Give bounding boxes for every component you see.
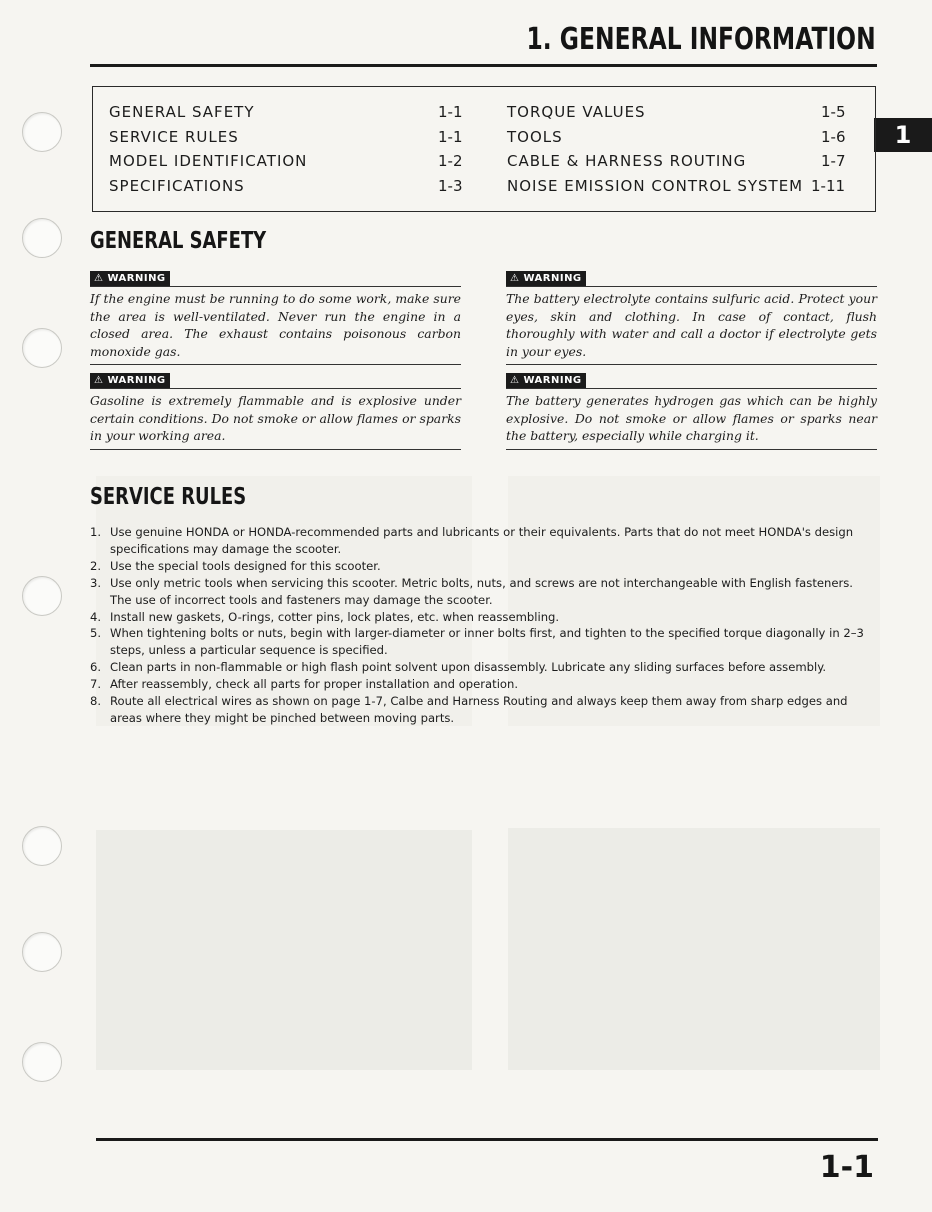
list-text: Clean parts in non-flammable or high flash point solvent upon disassembly. Lubricate any sliding surfaces before assembly. bbox=[110, 660, 827, 675]
warning-rule bbox=[506, 286, 877, 287]
list-number: 1. bbox=[90, 525, 102, 539]
toc-entry-page: 1-3 bbox=[438, 177, 463, 195]
contents-box bbox=[92, 86, 876, 212]
list-text: When tightening bolts or nuts, begin with larger-diameter or inner bolts first, and tighten to the specified torque diagonally in 2–3 steps, unless a particular sequence is specified. bbox=[110, 626, 864, 658]
list-item bbox=[90, 558, 876, 575]
show-through-image bbox=[96, 830, 472, 1070]
warning-rule bbox=[90, 286, 461, 287]
toc-entry-page: 1-7 bbox=[821, 152, 846, 170]
warning-text: If the engine must be running to do some work, make sure the area is well-ventilated. Never run the engine in a closed area. The exhaust contains poisonous carbon monoxide gas. bbox=[90, 290, 461, 365]
show-through-image bbox=[508, 828, 880, 1070]
section-heading-general-safety: GENERAL SAFETY bbox=[90, 228, 267, 254]
binder-hole bbox=[22, 576, 62, 616]
warning-badge: ⚠ WARNING bbox=[90, 373, 170, 388]
warning-badge: ⚠ WARNING bbox=[90, 271, 170, 286]
binder-hole bbox=[22, 826, 62, 866]
toc-entry-page: 1-1 bbox=[438, 128, 463, 146]
section-heading-service-rules: SERVICE RULES bbox=[90, 484, 247, 510]
page-number: 1-1 bbox=[819, 1150, 874, 1185]
toc-entry-label: CABLE & HARNESS ROUTING bbox=[507, 152, 747, 170]
list-number: 4. bbox=[90, 609, 102, 624]
binder-hole bbox=[22, 218, 62, 258]
list-item bbox=[90, 625, 876, 659]
list-item bbox=[90, 676, 876, 693]
footer-rule bbox=[96, 1138, 878, 1141]
warning-badge: ⚠ WARNING bbox=[506, 271, 586, 286]
toc-entry-page: 1-1 bbox=[438, 103, 463, 121]
warning-badge: ⚠ WARNING bbox=[506, 373, 586, 388]
toc-entry-label: TORQUE VALUES bbox=[507, 103, 646, 121]
list-item bbox=[90, 659, 876, 676]
warning-text: Gasoline is extremely flammable and is explosive under certain conditions. Do not smoke or allow flames or sparks in your working area. bbox=[90, 392, 461, 450]
list-text: Route all electrical wires as shown on page 1-7, Calbe and Harness Routing and always keep them away from sharp edges and areas where they might be pinched between moving parts. bbox=[110, 694, 848, 725]
warning-block bbox=[506, 266, 877, 365]
list-number: 5. bbox=[90, 626, 102, 641]
chapter-tab: 1 bbox=[874, 118, 932, 152]
list-number: 8. bbox=[90, 694, 102, 709]
list-number: 2. bbox=[90, 558, 102, 573]
binder-hole bbox=[22, 112, 62, 152]
toc-entry-label: TOOLS bbox=[507, 128, 563, 146]
toc-entry-label: SERVICE RULES bbox=[109, 128, 239, 146]
binder-hole bbox=[22, 328, 62, 368]
toc-entry-label: GENERAL SAFETY bbox=[109, 103, 255, 121]
toc-entry-page: 1-11 bbox=[811, 177, 846, 195]
toc-entry-page: 1-5 bbox=[821, 103, 846, 121]
binder-hole bbox=[22, 1042, 62, 1082]
header-rule bbox=[90, 64, 877, 67]
warning-rule bbox=[90, 388, 461, 389]
list-number: 3. bbox=[90, 575, 102, 590]
list-text: Install new gaskets, O-rings, cotter pins, lock plates, etc. when reassembling. bbox=[110, 609, 560, 624]
warning-block bbox=[90, 266, 461, 365]
list-item bbox=[90, 609, 876, 626]
binder-hole bbox=[22, 932, 62, 972]
list-item bbox=[90, 575, 876, 609]
list-number: 6. bbox=[90, 660, 102, 675]
list-text: After reassembly, check all parts for proper installation and operation. bbox=[110, 677, 519, 692]
warning-text: The battery electrolyte contains sulfuric acid. Protect your eyes, skin and clothing. In case of contact, flush thoroughly with water and call a doctor if electrolyte gets in your eyes. bbox=[506, 290, 877, 365]
list-item bbox=[90, 524, 876, 558]
service-rules-list bbox=[90, 524, 876, 727]
chapter-title: 1. GENERAL INFORMATION bbox=[526, 22, 876, 57]
toc-entry-page: 1-2 bbox=[438, 152, 463, 170]
toc-entry-label: MODEL IDENTIFICATION bbox=[109, 152, 308, 170]
toc-entry-label: SPECIFICATIONS bbox=[109, 177, 245, 195]
list-text: Use genuine HONDA or HONDA-recommended parts and lubricants or their equivalents. Parts that do not meet HONDA's design specifications may damage the scooter. bbox=[110, 525, 854, 556]
list-item bbox=[90, 693, 876, 727]
warning-text: The battery generates hydrogen gas which can be highly explosive. Do not smoke or allow flames or sparks near the battery, especially while charging it. bbox=[506, 392, 877, 450]
list-number: 7. bbox=[90, 677, 102, 692]
list-text: Use only metric tools when servicing this scooter. Metric bolts, nuts, and screws are not interchangeable with English fasteners. The use of incorrect tools and fasteners may damage the scooter. bbox=[110, 575, 853, 607]
toc-entry-label: NOISE EMISSION CONTROL SYSTEM bbox=[507, 177, 804, 195]
warning-block bbox=[506, 368, 877, 450]
warning-rule bbox=[506, 388, 877, 389]
warning-block bbox=[90, 368, 461, 450]
list-text: Use the special tools designed for this scooter. bbox=[110, 558, 381, 573]
toc-entry-page: 1-6 bbox=[821, 128, 846, 146]
